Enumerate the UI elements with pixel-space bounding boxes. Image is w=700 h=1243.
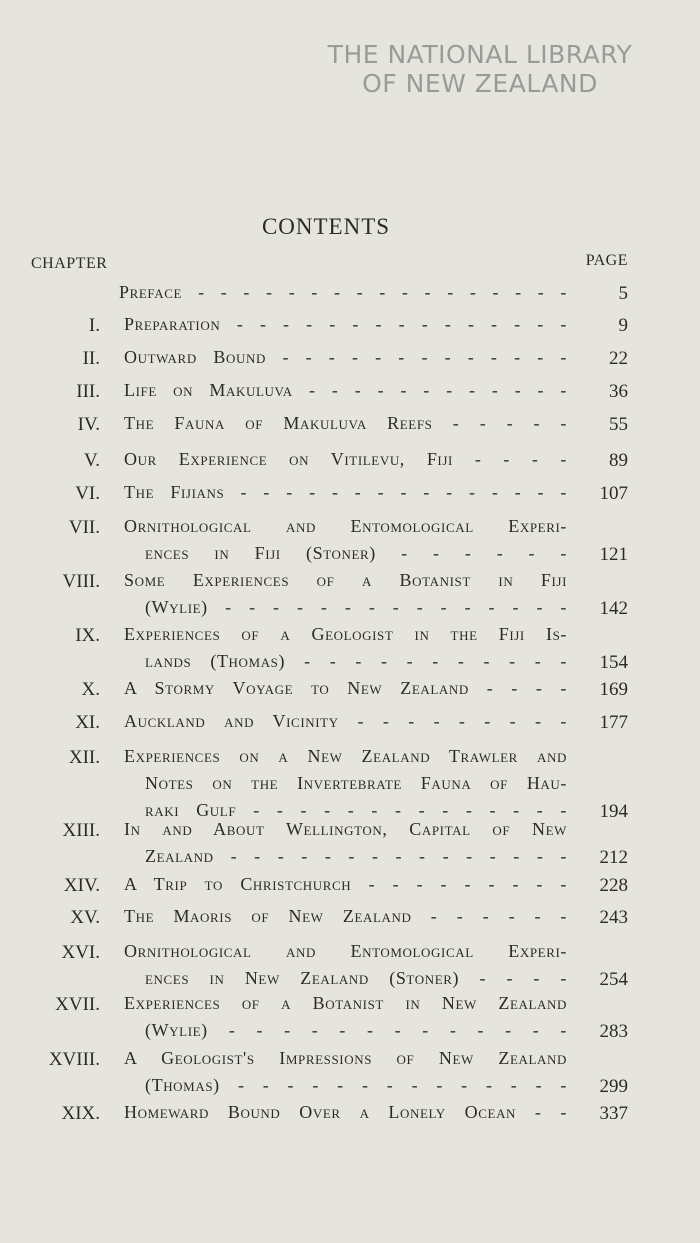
page-number: 9	[618, 315, 628, 336]
chapter-number: XI.	[75, 712, 100, 733]
page-number: 121	[599, 544, 628, 565]
chapter-title-line: The Maoris of New Zealand - - - - - -	[124, 906, 567, 926]
page-number: 243	[599, 907, 628, 928]
chapter-number: XVIII.	[48, 1049, 100, 1070]
stamp-line-1: THE NATIONAL LIBRARY	[327, 40, 633, 69]
chapter-number: XVII.	[55, 994, 100, 1015]
page-number: 154	[599, 652, 628, 673]
chapter-title-line: A Geologist's Impressions of New Zealand	[124, 1048, 567, 1068]
chapter-title-line: Preface - - - - - - - - - - - - - - - - -	[119, 282, 567, 302]
page-number: 36	[609, 381, 628, 402]
chapter-number: IV.	[77, 414, 100, 435]
chapter-title-line: A Stormy Voyage to New Zealand - - - -	[124, 678, 567, 698]
chapter-number: X.	[81, 679, 100, 700]
contents-title: CONTENTS	[261, 214, 391, 239]
chapter-column-header: CHAPTER	[31, 255, 108, 272]
chapter-title-line: Zealand - - - - - - - - - - - - - - -	[145, 846, 567, 866]
page-number: 228	[599, 875, 628, 896]
chapter-title-line: ences in New Zealand (Stoner) - - - -	[145, 968, 567, 988]
page-number: 299	[599, 1076, 628, 1097]
library-stamp	[300, 40, 660, 98]
page-number: 337	[599, 1103, 628, 1124]
chapter-title-line: A Trip to Christchurch - - - - - - - - -	[124, 874, 567, 894]
page-number: 177	[599, 712, 628, 733]
chapter-number: III.	[76, 381, 100, 402]
chapter-title-line: The Fijians - - - - - - - - - - - - - - -	[124, 482, 567, 502]
chapter-title-line: Outward Bound - - - - - - - - - - - - -	[124, 347, 567, 367]
chapter-title-line: Experiences on a New Zealand Trawler and	[124, 746, 567, 766]
page-column-header: PAGE	[585, 252, 628, 269]
chapter-number: VIII.	[62, 571, 100, 592]
chapter-number: IX.	[75, 625, 100, 646]
chapter-title-line: ences in Fiji (Stoner) - - - - - -	[145, 543, 567, 563]
chapter-title-line: In and About Wellington, Capital of New	[124, 819, 567, 839]
chapter-title-line: Some Experiences of a Botanist in Fiji	[124, 570, 567, 590]
chapter-number: XIX.	[61, 1103, 100, 1124]
chapter-title-line: (Wylie) - - - - - - - - - - - - -	[145, 1020, 567, 1040]
chapter-title-line: Ornithological and Entomological Experi-	[124, 516, 567, 536]
chapter-number: VII.	[68, 517, 100, 538]
chapter-number: XIV.	[63, 875, 100, 896]
page-number: 254	[599, 969, 628, 990]
chapter-title-line: The Fauna of Makuluva Reefs - - - - -	[124, 413, 567, 433]
chapter-number: XII.	[68, 747, 100, 768]
chapter-title-line: Our Experience on Vitilevu, Fiji - - - -	[124, 449, 567, 469]
chapter-number: XVI.	[61, 942, 100, 963]
chapter-number: VI.	[75, 483, 100, 504]
chapter-title-line: Homeward Bound Over a Lonely Ocean - -	[124, 1102, 567, 1122]
chapter-title-line: lands (Thomas) - - - - - - - - - - -	[145, 651, 567, 671]
chapter-number: XIII.	[62, 820, 100, 841]
chapter-number: V.	[83, 450, 100, 471]
chapter-title-line: Preparation - - - - - - - - - - - - - - -	[124, 314, 567, 334]
chapter-number: XV.	[70, 907, 100, 928]
chapter-title-line: Notes on the Invertebrate Fauna of Hau-	[145, 773, 567, 793]
chapter-number: I.	[88, 315, 100, 336]
chapter-title-line: Auckland and Vicinity - - - - - - - - -	[124, 711, 567, 731]
page-number: 107	[599, 483, 628, 504]
page-number: 212	[599, 847, 628, 868]
page-number: 55	[609, 414, 628, 435]
page-number: 5	[618, 283, 628, 304]
chapter-title-line: (Thomas) - - - - - - - - - - - - - -	[145, 1075, 567, 1095]
page-number: 22	[609, 348, 628, 369]
stamp-line-2: OF NEW ZEALAND	[362, 69, 598, 98]
chapter-title-line: raki Gulf - - - - - - - - - - - - - -	[145, 800, 567, 820]
chapter-title-line: Experiences of a Geologist in the Fiji Is-	[124, 624, 567, 644]
page-number: 283	[599, 1021, 628, 1042]
chapter-title-line: Ornithological and Entomological Experi-	[124, 941, 567, 961]
chapter-title-line: (Wylie) - - - - - - - - - - - - - - -	[145, 597, 567, 617]
chapter-title-line: Experiences of a Botanist in New Zealand	[124, 993, 567, 1013]
page-number: 89	[609, 450, 628, 471]
page-number: 194	[599, 801, 628, 822]
chapter-title-line: Life on Makuluva - - - - - - - - - - - -	[124, 380, 567, 400]
chapter-number: II.	[82, 348, 100, 369]
page-number: 142	[599, 598, 628, 619]
page-number: 169	[599, 679, 628, 700]
